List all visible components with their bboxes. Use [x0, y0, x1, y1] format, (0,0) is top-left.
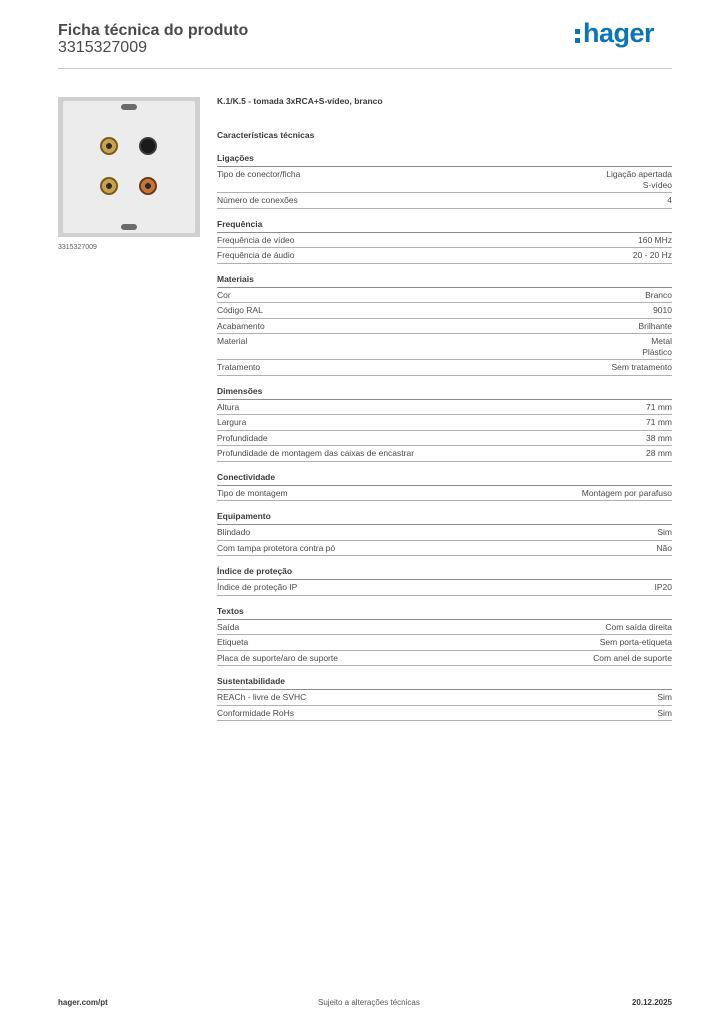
spec-row: [217, 400, 672, 416]
spec-label: Placa de suporte/aro de suporte: [217, 652, 338, 663]
spec-value: 71 mm: [646, 417, 672, 427]
spec-label: Tratamento: [217, 362, 261, 372]
spec-label: Saída: [217, 621, 240, 632]
spec-value: 9010: [653, 305, 672, 315]
spec-row: [217, 446, 672, 462]
rca-jack-yellow-icon: [100, 137, 118, 155]
group-heading: Equipamento: [217, 501, 672, 525]
logo-text: hager: [582, 18, 654, 48]
spec-value: Montagem por parafuso: [581, 487, 672, 498]
spec-value: Sim: [657, 692, 672, 702]
image-caption: 3315327009: [58, 244, 97, 251]
product-title: K.1/K.5 - tomada 3xRCA+S-vídeo, branco: [217, 96, 383, 106]
spec-value: 160 MHz: [637, 234, 672, 245]
spec-label: Tipo de conector/ficha: [217, 169, 301, 179]
group-heading: Conectividade: [217, 462, 672, 486]
spec-row: [217, 319, 672, 335]
spec-label: Conformidade RoHs: [217, 707, 295, 718]
footer-website: hager.com/pt: [58, 998, 108, 1007]
spec-row: [217, 541, 672, 557]
spec-value: Sim: [657, 527, 672, 537]
spec-row: [217, 167, 672, 193]
spec-value: 28 mm: [646, 448, 672, 458]
spec-label: Índice de proteção IP: [217, 582, 298, 592]
spec-label: Acabamento: [217, 320, 265, 331]
rca-jack-red-icon: [139, 177, 157, 195]
footer-date: 20.12.2025: [631, 998, 672, 1007]
spec-label: Frequência de vídeo: [217, 234, 295, 245]
spec-label: REACh - livre de SVHC: [217, 692, 307, 702]
group-heading: Textos: [217, 596, 672, 620]
spec-label: Altura: [217, 401, 240, 412]
spec-row: [217, 303, 672, 319]
spec-row: [217, 690, 672, 706]
spec-row: [217, 288, 672, 304]
product-image: [58, 97, 200, 237]
spec-row: [217, 431, 672, 447]
spec-label: Com tampa protetora contra pó: [217, 542, 336, 553]
spec-label: Tipo de montagem: [217, 487, 288, 498]
rca-jack-white-icon: [100, 177, 118, 195]
spec-label: Profundidade: [217, 432, 268, 443]
group-heading: Dimensões: [217, 376, 672, 400]
spec-row: [217, 486, 672, 502]
spec-value: Não: [656, 542, 672, 553]
spec-value: Sem tratamento: [611, 362, 672, 372]
spec-label: Cor: [217, 289, 231, 300]
spec-label: Frequência de áudio: [217, 250, 295, 260]
spec-row: [217, 248, 672, 264]
spec-row: [217, 360, 672, 376]
spec-label: Largura: [217, 417, 247, 427]
mounting-slot-bottom: [121, 224, 137, 230]
spec-row: [217, 525, 672, 541]
s-video-jack-icon: [139, 137, 157, 155]
spec-value: IP20: [654, 582, 672, 592]
product-number: 3315327009: [58, 39, 147, 56]
spec-value: 4: [667, 195, 672, 205]
spec-row: [217, 620, 672, 636]
spec-label: Etiqueta: [217, 637, 249, 647]
spec-value: Ligação apertada S-vídeo: [606, 169, 672, 190]
spec-row: [217, 415, 672, 431]
spec-label: Código RAL: [217, 305, 263, 315]
spec-value: Sim: [657, 707, 672, 718]
page-title: Ficha técnica do produto: [58, 22, 249, 39]
spec-row: [217, 635, 672, 651]
logo-dots-icon: [575, 25, 581, 45]
socket-plate-image: [63, 101, 195, 233]
page-header: [58, 20, 672, 69]
spec-row: [217, 706, 672, 722]
spec-groups: [217, 143, 672, 721]
section-title: Características técnicas: [217, 130, 315, 140]
spec-value: 38 mm: [646, 432, 672, 443]
spec-row: [217, 233, 672, 249]
group-heading: Sustentabilidade: [217, 666, 672, 690]
hager-logo: [575, 18, 654, 49]
spec-row: [217, 651, 672, 667]
group-heading: Materiais: [217, 264, 672, 288]
spec-row: [217, 334, 672, 360]
spec-value: Com saída direita: [605, 621, 672, 632]
spec-value: 20 - 20 Hz: [632, 250, 672, 260]
spec-row: [217, 193, 672, 209]
spec-value: Sem porta-etiqueta: [599, 637, 672, 647]
spec-value: Brilhante: [638, 320, 672, 331]
spec-value: Metal Plástico: [642, 336, 672, 357]
spec-label: Profundidade de montagem das caixas de encastrar: [217, 448, 415, 458]
spec-label: Número de conexões: [217, 195, 298, 205]
spec-value: 71 mm: [646, 401, 672, 412]
spec-value: Com anel de suporte: [593, 652, 672, 663]
footer-note: Sujeito a alterações técnicas: [318, 998, 420, 1007]
group-heading: Índice de proteção: [217, 556, 672, 580]
mounting-slot-top: [121, 104, 137, 110]
spec-content: [217, 96, 672, 721]
spec-label: Blindado: [217, 527, 251, 537]
spec-row: [217, 580, 672, 596]
spec-value: Branco: [645, 289, 672, 300]
group-heading: Frequência: [217, 209, 672, 233]
spec-label: Material: [217, 336, 248, 346]
group-heading: Ligações: [217, 143, 672, 167]
